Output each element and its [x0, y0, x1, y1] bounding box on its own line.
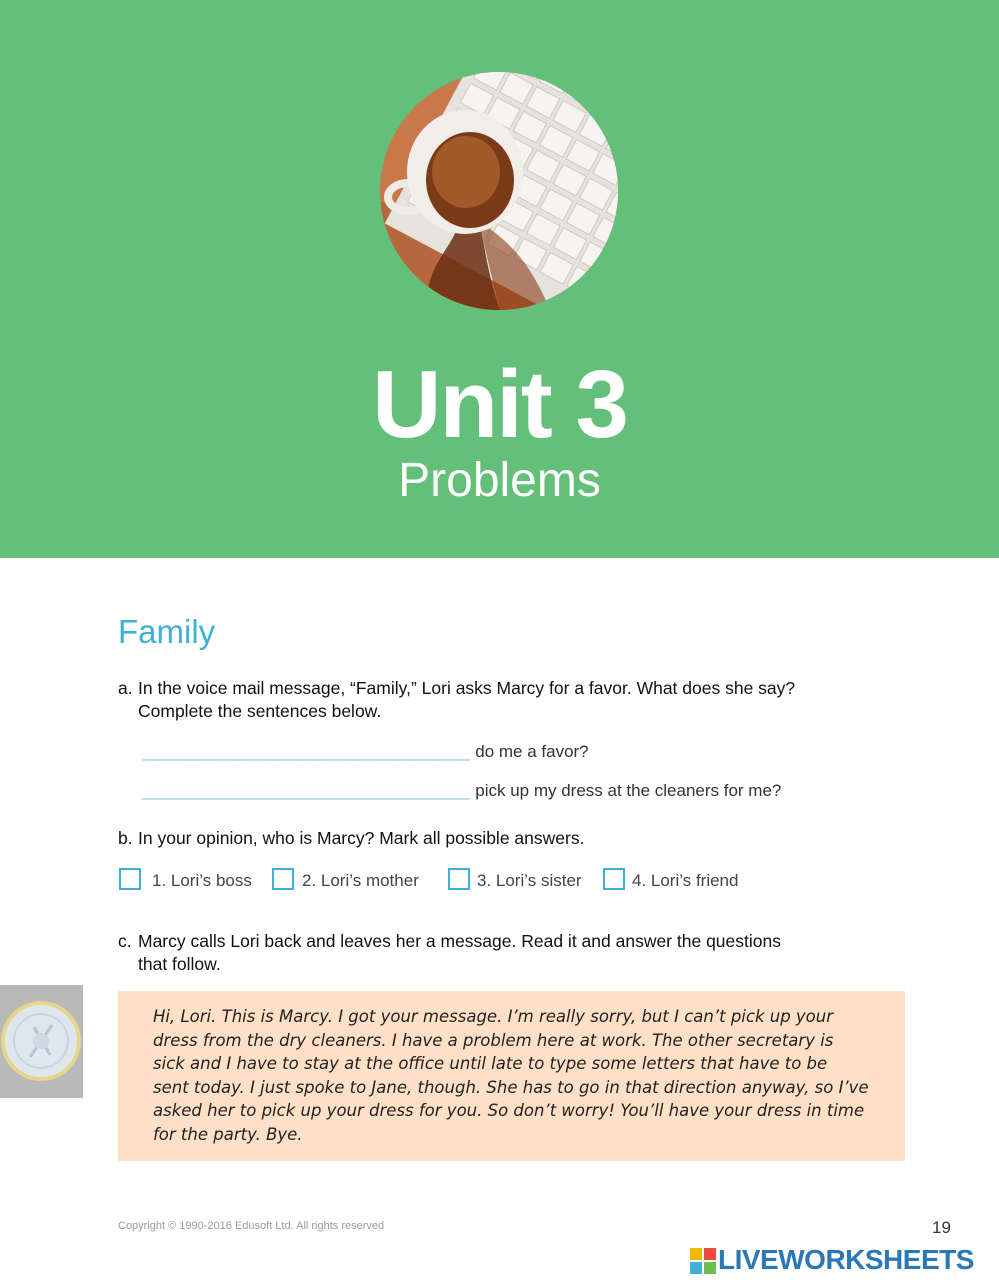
coffee-spill-photo — [380, 72, 618, 310]
liveworksheets-logo-icon — [690, 1248, 716, 1274]
checkbox-4[interactable] — [603, 868, 625, 890]
message-box — [118, 991, 905, 1161]
message-line: Hi, Lori. This is Marcy. I got your message. I’m really sorry, but I can’t pick up your — [153, 1007, 834, 1026]
blank-suffix-2: pick up my dress at the cleaners for me? — [470, 781, 782, 800]
message-line: dress from the dry cleaners. I have a problem here at work. The other secretary is — [153, 1030, 834, 1050]
checkbox-1[interactable] — [119, 868, 141, 890]
question-c-text-line1: Marcy calls Lori back and leaves her a message. Read it and answer the questions — [138, 931, 781, 951]
option-label-1: 1. Lori’s boss — [152, 871, 252, 890]
message-line: for the party. Bye. — [153, 1124, 303, 1144]
question-a-text-line2: Complete the sentences below. — [138, 701, 382, 721]
question-b — [118, 827, 584, 850]
checkbox-3[interactable] — [448, 868, 470, 890]
blank-line-1[interactable]: _________________________________ — [142, 742, 471, 761]
question-c-label: c. — [118, 931, 132, 951]
option-label-3: 3. Lori’s sister — [477, 871, 582, 890]
option-label-4: 4. Lori’s friend — [632, 871, 739, 890]
blank-line-2[interactable]: _________________________________ — [142, 781, 471, 800]
question-b-label: b. — [118, 828, 133, 848]
question-a-label: a. — [118, 678, 133, 698]
liveworksheets-logo-text: LIVEWORKSHEETS — [718, 1244, 974, 1275]
answer-blank-2[interactable] — [142, 780, 781, 802]
option-label-2: 2. Lori’s mother — [302, 871, 419, 890]
message-line: asked her to pick up your dress for you. So don’t worry! You’ll have your dress in time — [153, 1101, 865, 1120]
answer-blank-1[interactable] — [142, 741, 589, 763]
university-seal-icon — [0, 985, 83, 1098]
unit-title: Unit 3 — [372, 351, 627, 458]
message-line: sick and I have to stay at the office until late to type some letters that have to be — [153, 1054, 828, 1073]
question-a-text-line1: In the voice mail message, “Family,” Lori asks Marcy for a favor. What does she say? — [138, 678, 796, 698]
blank-suffix-1: do me a favor? — [470, 742, 589, 761]
copyright-text: Copyright © 1990-2016 Edusoft Ltd. All rights reserved — [118, 1220, 385, 1232]
question-c — [118, 930, 781, 976]
page-number: 19 — [932, 1218, 951, 1237]
question-a — [118, 677, 795, 723]
question-b-text: In your opinion, who is Marcy? Mark all possible answers. — [138, 828, 585, 848]
message-line: sent today. I just spoke to Jane, though. She has to go in that direction anyway, so I’ve — [153, 1077, 869, 1097]
checkbox-2[interactable] — [272, 868, 294, 890]
question-c-text-line2: that follow. — [138, 954, 221, 974]
unit-banner — [0, 0, 999, 558]
section-title: Family — [118, 613, 216, 650]
unit-subtitle: Problems — [398, 454, 601, 507]
message-text — [153, 1005, 893, 1146]
